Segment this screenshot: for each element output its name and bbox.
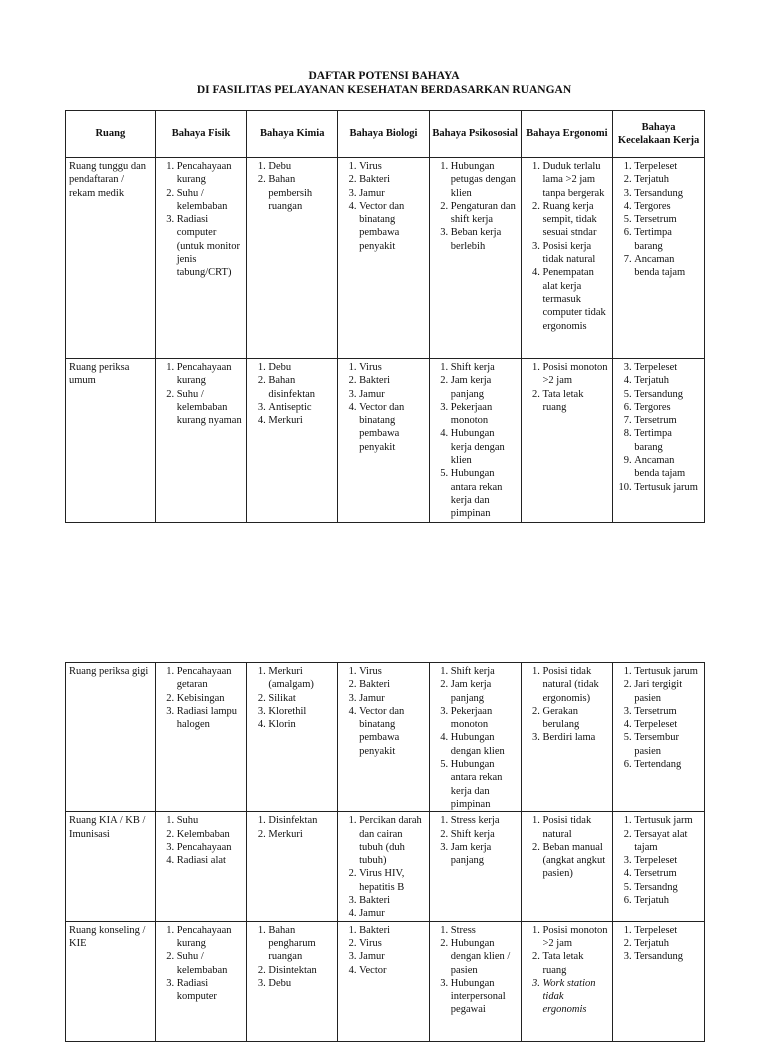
- list-item: 2. Jam kerja panjang: [451, 678, 518, 705]
- list-item: 1. Terpeleset: [634, 924, 701, 937]
- list-item: 2. Silikat: [268, 692, 334, 705]
- kimia-list: [250, 665, 334, 731]
- list-item: 1. Hubungan petugas dengan klien: [451, 160, 518, 200]
- ergonomi-list: [525, 665, 610, 745]
- list-item: 1. Bahan pengharum ruangan: [268, 924, 334, 964]
- kimia-list: [250, 361, 334, 427]
- list-item: 2. Bakteri: [359, 678, 426, 691]
- list-item: 4. Terjatuh: [634, 374, 701, 387]
- list-item: 2. Virus: [359, 937, 426, 950]
- cell-ergonomi: [521, 359, 613, 523]
- ergonomi-list: [525, 814, 610, 880]
- ergonomi-list: [525, 924, 610, 1017]
- list-item: 5. Hubungan antara rekan kerja dan pimpinan: [451, 758, 518, 811]
- list-item: 2. Tata letak ruang: [543, 950, 610, 977]
- list-item: 1. Tertusuk jarum: [634, 665, 701, 678]
- list-item: 2. Jari tergigit pasien: [634, 678, 701, 705]
- list-item: 2. Tersayat alat tajam: [634, 828, 701, 855]
- cell-fisik: [155, 812, 247, 921]
- list-item: 2. Ruang kerja sempit, tidak sesuai stndar: [543, 200, 610, 240]
- list-item: 1. Virus: [359, 160, 426, 173]
- list-item: 4. Jamur: [359, 907, 426, 920]
- table-header-row: [66, 111, 705, 158]
- list-item: 5. Hubungan antara rekan kerja dan pimpinan: [451, 467, 518, 520]
- list-item: 3. Tersandung: [634, 950, 701, 963]
- table-row: [66, 359, 705, 523]
- table-row: [66, 663, 705, 812]
- cell-kecelakaan: [613, 921, 705, 1041]
- list-item: 3. Pekerjaan monoton: [451, 705, 518, 732]
- list-item: 2. Gerakan berulang: [543, 705, 610, 732]
- cell-biologi: [338, 921, 430, 1041]
- table-row: [66, 158, 705, 359]
- list-item: 2. Virus HIV, hepatitis B: [359, 867, 426, 894]
- doc-title-line2: DI FASILITAS PELAYANAN KESEHATAN BERDASARKAN RUANGAN: [196, 84, 572, 96]
- list-item: 4. Klorin: [268, 718, 334, 731]
- list-item: 1. Debu: [268, 361, 334, 374]
- list-item: 1. Debu: [268, 160, 334, 173]
- list-item: 1. Stress kerja: [451, 814, 518, 827]
- cell-biologi: [338, 812, 430, 921]
- list-item: 2. Terjatuh: [634, 937, 701, 950]
- cell-ergonomi: [521, 158, 613, 359]
- list-item: 1. Virus: [359, 361, 426, 374]
- cell-ruang: Ruang konseling / KIE: [66, 921, 156, 1041]
- fisik-list: [159, 160, 244, 280]
- list-item: 1. Posisi monoton >2 jam: [543, 361, 610, 388]
- list-item: 4. Hubungan dengan klien: [451, 731, 518, 758]
- list-item: 1. Percikan darah dan cairan tubuh (duh tubuh): [359, 814, 426, 867]
- list-item: 3. Tersetrum: [634, 705, 701, 718]
- cell-ergonomi: [521, 663, 613, 812]
- biologi-list: [341, 665, 426, 758]
- list-item: 8. Tertimpa barang: [634, 427, 701, 454]
- list-item: 5. Tersembur pasien: [634, 731, 701, 758]
- biologi-list: [341, 361, 426, 454]
- list-item: 1. Posisi tidak natural: [543, 814, 610, 841]
- list-item: 2. Suhu / kelembaban: [177, 950, 244, 977]
- list-item: 2. Merkuri: [268, 828, 334, 841]
- list-item: 3. Pekerjaan monoton: [451, 401, 518, 428]
- list-item: 3. Bakteri: [359, 894, 426, 907]
- list-item: 2. Bakteri: [359, 173, 426, 186]
- header-kecelakaan: Bahaya Kecelakaan Kerja: [613, 111, 705, 158]
- list-item: 2. Shift kerja: [451, 828, 518, 841]
- list-item: 3. Terpeleset: [634, 854, 701, 867]
- list-item: 9. Ancaman benda tajam: [634, 454, 701, 481]
- fisik-list: [159, 924, 244, 1004]
- doc-title-line1: DAFTAR POTENSI BAHAYA: [308, 70, 460, 82]
- cell-kecelakaan: [613, 359, 705, 523]
- cell-ruang: Ruang KIA / KB / Imunisasi: [66, 812, 156, 921]
- list-item: 3. Jamur: [359, 388, 426, 401]
- list-item: 2. Bakteri: [359, 374, 426, 387]
- ergonomi-list: [525, 160, 610, 333]
- psikososial-list: [433, 814, 518, 867]
- cell-kimia: [247, 359, 338, 523]
- list-item: 3. Pencahayaan: [177, 841, 244, 854]
- list-item: 2. Suhu / kelembaban: [177, 187, 244, 214]
- list-item: 2. Bahan pembersih ruangan: [268, 173, 334, 213]
- psikososial-list: [433, 924, 518, 1017]
- list-item: 4. Hubungan kerja dengan klien: [451, 427, 518, 467]
- list-item: 1. Shift kerja: [451, 665, 518, 678]
- kimia-list: [250, 924, 334, 990]
- list-item: 1. Bakteri: [359, 924, 426, 937]
- list-item: 5. Tersetrum: [634, 213, 701, 226]
- list-item: 1. Posisi monoton >2 jam: [543, 924, 610, 951]
- list-item: 3. Beban kerja berlebih: [451, 226, 518, 253]
- cell-ergonomi: [521, 921, 613, 1041]
- list-item: 1. Posisi tidak natural (tidak ergonomis): [543, 665, 610, 705]
- list-item: 3. Hubungan interpersonal pegawai: [451, 977, 518, 1017]
- list-item: 6. Tertimpa barang: [634, 226, 701, 253]
- list-item: 4. Tersetrum: [634, 867, 701, 880]
- ergonomi-list: [525, 361, 610, 414]
- cell-biologi: [338, 158, 430, 359]
- list-item: 1. Pencahayaan getaran: [177, 665, 244, 692]
- list-item: 3. Klorethil: [268, 705, 334, 718]
- kecelakaan-list: [616, 361, 701, 494]
- fisik-list: [159, 361, 244, 427]
- cell-fisik: [155, 158, 247, 359]
- kecelakaan-list: [616, 665, 701, 771]
- list-item: 5. Tersandng: [634, 881, 701, 894]
- biologi-list: [341, 814, 426, 920]
- list-item: 2. Suhu / kelembaban kurang nyaman: [177, 388, 244, 428]
- list-item: 10. Tertusuk jarum: [634, 481, 701, 494]
- list-item: 3. Terpeleset: [634, 361, 701, 374]
- header-biologi: Bahaya Biologi: [338, 111, 430, 158]
- cell-fisik: [155, 359, 247, 523]
- cell-ergonomi: [521, 812, 613, 921]
- list-item: 1. Duduk terlalu lama >2 jam tanpa bergerak: [543, 160, 610, 200]
- list-item: 2. Disintektan: [268, 964, 334, 977]
- list-item: 3. Jamur: [359, 692, 426, 705]
- kecelakaan-list: [616, 160, 701, 280]
- list-item: 1. Merkuri (amalgam): [268, 665, 334, 692]
- cell-kimia: [247, 158, 338, 359]
- header-ergonomi: Bahaya Ergonomi: [521, 111, 613, 158]
- cell-psikososial: [429, 921, 521, 1041]
- list-item: 4. Vector: [359, 964, 426, 977]
- list-item: 1. Tertusuk jarm: [634, 814, 701, 827]
- list-item: 4. Radiasi alat: [177, 854, 244, 867]
- list-item: 1. Suhu: [177, 814, 244, 827]
- list-item: 1. Disinfektan: [268, 814, 334, 827]
- cell-kecelakaan: [613, 812, 705, 921]
- list-item: 6. Tertendang: [634, 758, 701, 771]
- kimia-list: [250, 160, 334, 213]
- list-item: 2. Kelembaban: [177, 828, 244, 841]
- list-item: 1. Stress: [451, 924, 518, 937]
- list-item: 3. Radiasi computer (untuk monitor jenis tabung/CRT): [177, 213, 244, 279]
- list-item: 3. Debu: [268, 977, 334, 990]
- cell-psikososial: [429, 359, 521, 523]
- list-item: 1. Pencahayaan kurang: [177, 361, 244, 388]
- list-item: 4. Vector dan binatang pembawa penyakit: [359, 705, 426, 758]
- list-item: 3. Antiseptic: [268, 401, 334, 414]
- kimia-list: [250, 814, 334, 841]
- list-item: 3. Radiasi komputer: [177, 977, 244, 1004]
- hazard-table-page1: [65, 110, 705, 523]
- table-row: [66, 921, 705, 1041]
- header-kimia: Bahaya Kimia: [247, 111, 338, 158]
- list-item: 2. Kebisingan: [177, 692, 244, 705]
- list-item: 2. Bahan disinfektan: [268, 374, 334, 401]
- cell-kimia: [247, 663, 338, 812]
- table-row: [66, 812, 705, 921]
- list-item: 2. Beban manual (angkat angkut pasien): [543, 841, 610, 881]
- header-ruang: Ruang: [66, 111, 156, 158]
- cell-kimia: [247, 921, 338, 1041]
- cell-fisik: [155, 663, 247, 812]
- list-item: 3. Posisi kerja tidak natural: [543, 240, 610, 267]
- fisik-list: [159, 665, 244, 731]
- cell-psikososial: [429, 158, 521, 359]
- list-item: 5. Tersandung: [634, 388, 701, 401]
- list-item: 2. Pengaturan dan shift kerja: [451, 200, 518, 227]
- list-item: 6. Tergores: [634, 401, 701, 414]
- cell-kecelakaan: [613, 158, 705, 359]
- list-item: 4. Terpeleset: [634, 718, 701, 731]
- list-item: 3. Berdiri lama: [543, 731, 610, 744]
- list-item: 2. Terjatuh: [634, 173, 701, 186]
- list-item: 4. Vector dan binatang pembawa penyakit: [359, 401, 426, 454]
- kecelakaan-list: [616, 924, 701, 964]
- psikososial-list: [433, 665, 518, 811]
- list-item: 7. Ancaman benda tajam: [634, 253, 701, 280]
- list-item: 2. Tata letak ruang: [543, 388, 610, 415]
- list-item: 4. Tergores: [634, 200, 701, 213]
- cell-ruang: Ruang periksa gigi: [66, 663, 156, 812]
- cell-kecelakaan: [613, 663, 705, 812]
- list-item: 1. Pencahayaan kurang: [177, 924, 244, 951]
- list-item: 1. Pencahayaan kurang: [177, 160, 244, 187]
- cell-ruang: Ruang periksa umum: [66, 359, 156, 523]
- cell-fisik: [155, 921, 247, 1041]
- list-item: 1. Shift kerja: [451, 361, 518, 374]
- cell-ruang: Ruang tunggu dan pendaftaran / rekam medik: [66, 158, 156, 359]
- hazard-table-page2: [65, 662, 705, 1042]
- list-item: 2. Jam kerja panjang: [451, 374, 518, 401]
- cell-biologi: [338, 663, 430, 812]
- kecelakaan-list: [616, 814, 701, 907]
- cell-kimia: [247, 812, 338, 921]
- cell-biologi: [338, 359, 430, 523]
- list-item: 3. Jamur: [359, 950, 426, 963]
- biologi-list: [341, 160, 426, 253]
- list-item: 3. Radiasi lampu halogen: [177, 705, 244, 732]
- list-item: 6. Terjatuh: [634, 894, 701, 907]
- header-psikososial: Bahaya Psikososial: [429, 111, 521, 158]
- fisik-list: [159, 814, 244, 867]
- list-item: 4. Merkuri: [268, 414, 334, 427]
- list-item: 4. Penempatan alat kerja termasuk computer tidak ergonomis: [543, 266, 610, 332]
- list-item: 1. Virus: [359, 665, 426, 678]
- list-item: 3. Jamur: [359, 187, 426, 200]
- list-item: 3. Tersandung: [634, 187, 701, 200]
- cell-psikososial: [429, 812, 521, 921]
- psikososial-list: [433, 361, 518, 521]
- list-item: 2. Hubungan dengan klien / pasien: [451, 937, 518, 977]
- list-item: 7. Tersetrum: [634, 414, 701, 427]
- biologi-list: [341, 924, 426, 977]
- list-item: 3. Jam kerja panjang: [451, 841, 518, 868]
- header-fisik: Bahaya Fisik: [155, 111, 247, 158]
- list-item: 1. Terpeleset: [634, 160, 701, 173]
- list-item: 3. Work station tidak ergonomis: [543, 977, 610, 1017]
- psikososial-list: [433, 160, 518, 253]
- list-item: 4. Vector dan binatang pembawa penyakit: [359, 200, 426, 253]
- cell-psikososial: [429, 663, 521, 812]
